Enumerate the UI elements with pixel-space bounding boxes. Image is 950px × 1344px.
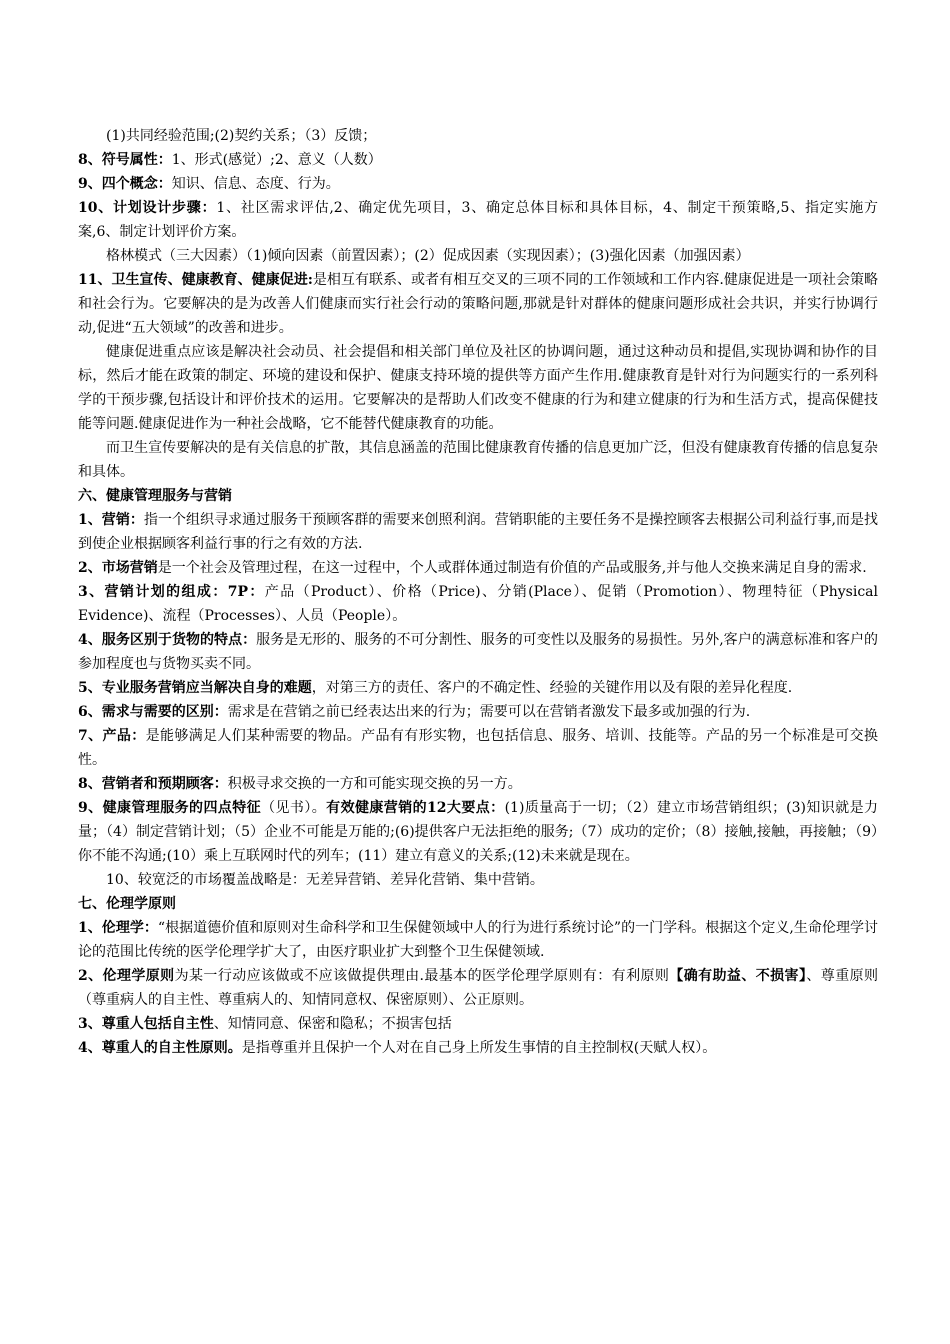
bold-text: 有效健康营销的12大要点： xyxy=(326,800,505,816)
text: 、尊重原则（尊重病人的自主性、尊重病人的、知情同意权、保密原则）、公正原则。 xyxy=(78,968,879,1008)
bold-text: 8、营销者和预期顾客： xyxy=(78,776,228,792)
paragraph xyxy=(78,676,878,700)
bold-text: 7、产品： xyxy=(78,728,146,744)
paragraph xyxy=(78,196,878,244)
text: 而卫生宣传要解决的是有关信息的扩散，其信息涵盖的范围比健康教育传播的信息更加广泛，但没有健康教育传播的信息复杂和具体。 xyxy=(78,440,878,480)
bold-text: 8、符号属性： xyxy=(78,152,172,168)
bold-text: 六、健康管理服务与营销 xyxy=(78,488,232,504)
bold-text: 2、伦理学原则 xyxy=(78,968,175,984)
bold-text: 9、四个概念： xyxy=(78,176,172,192)
text: 是一个社会及管理过程，在这一过程中，个人或群体通过制造有价值的产品或服务,并与他人交换来满足自身的需求. xyxy=(157,560,867,576)
text: 需求是在营销之前已经表达出来的行为；需要可以在营销者激发下最多或加强的行为. xyxy=(227,704,751,720)
paragraph xyxy=(78,724,878,772)
text: (1)质量高于一切；（2）建立市场营销组织；(3)知识就是力量；（4）制定营销计划；（5）企业不可能是万能的;(6)提供客户无法拒绝的服务;（7）成功的定价；（8）接触,接触，再接触；（9）你不能不沟通;(10）乘上互联网时代的列车；(11）建立有意义的关系;(12)未来就是现在。 xyxy=(78,800,879,864)
bold-text: 3、营销计划的组成：7P： xyxy=(78,584,265,600)
text: 、知情同意、保密和隐私；不损害包括 xyxy=(213,1016,452,1032)
paragraph xyxy=(78,340,878,436)
bold-text: 1、伦理学： xyxy=(78,920,158,936)
bold-text: 七、伦理学原则 xyxy=(78,896,176,912)
bold-text: 2、市场营销 xyxy=(78,560,158,576)
text: 指一个组织寻求通过服务干预顾客群的需要来创照利润。营销职能的主要任务不是操控顾客去根据公司利益行事,而是找到使企业根据顾客利益行事的行之有效的方法. xyxy=(78,512,878,552)
paragraph xyxy=(78,700,878,724)
bold-text: 1、营销： xyxy=(78,512,144,528)
paragraph xyxy=(78,1012,878,1036)
text: ，对第三方的责任、客户的不确定性、经验的关键作用以及有限的差异化程度. xyxy=(311,680,793,696)
bold-text: 9、健康管理服务的四点特征 xyxy=(78,800,262,816)
paragraph xyxy=(78,244,878,268)
text: 积极寻求交换的一方和可能实现交换的另一方。 xyxy=(227,776,522,792)
text: 是指尊重并且保护一个人对在自己身上所发生事情的自主控制权(天赋人权）。 xyxy=(241,1040,717,1056)
paragraph xyxy=(78,628,878,676)
text: 1、形式(感觉）;2、意义（人数） xyxy=(171,152,382,168)
paragraph xyxy=(78,868,878,892)
paragraph xyxy=(78,796,878,868)
text: 1、社区需求评估,2、确定优先项目，3、确定总体目标和具体目标，4、制定干预策略,5、指定实施方案,6、制定计划评价方案。 xyxy=(78,200,879,240)
text: 10、较宽泛的市场覆盖战略是：无差异营销、差异化营销、集中营销。 xyxy=(106,872,544,888)
bold-text: 【确有助益、不损害】 xyxy=(669,968,807,984)
paragraph xyxy=(78,124,878,148)
bold-text: 6、需求与需要的区别： xyxy=(78,704,228,720)
paragraph xyxy=(78,508,878,556)
text: 知识、信息、态度、行为。 xyxy=(171,176,340,192)
paragraph xyxy=(78,484,878,508)
text: （见书）。 xyxy=(261,800,327,816)
bold-text: 3、尊重人包括自主性 xyxy=(78,1016,214,1032)
paragraph xyxy=(78,964,878,1012)
paragraph xyxy=(78,916,878,964)
text: 产品（Product）、价格（Price)、分销(Place）、促销（Promotion）、物理特征（Physical Evidence)、流程（Processes）、人员（People）。 xyxy=(78,584,879,624)
paragraph xyxy=(78,772,878,796)
bold-text: 10、计划设计步骤： xyxy=(78,200,217,216)
text: (1)共同经验范围;(2)契约关系；（3）反馈； xyxy=(106,128,377,144)
paragraph xyxy=(78,1036,878,1060)
paragraph xyxy=(78,556,878,580)
paragraph xyxy=(78,268,878,340)
paragraph xyxy=(78,892,878,916)
text: 健康促进重点应该是解决社会动员、社会提倡和相关部门单位及社区的协调问题，通过这种动员和提倡,实现协调和协作的目标，然后才能在政策的制定、环境的建设和保护、健康支持环境的提供等方面产生作用.健康教育是针对行为问题实行的一系列科学的干预步骤,包括设计和评价技术的运用。它要解决的是帮助人们改变不健康的行为和建立健康的行为和生活方式，提高保健技能等问题.健康促进作为一种社会战略，它不能替代健康教育的功能。 xyxy=(78,344,878,432)
bold-text: 5、专业服务营销应当解决自身的难题 xyxy=(78,680,312,696)
bold-text: 4、尊重人的自主性原则。 xyxy=(78,1040,242,1056)
paragraph xyxy=(78,148,878,172)
paragraph xyxy=(78,436,878,484)
bold-text: 11、卫生宣传、健康教育、健康促进: xyxy=(78,272,313,288)
text: 服务是无形的、服务的不可分割性、服务的可变性以及服务的易损性。另外,客户的满意标准和客户的参加程度也与货物买卖不同。 xyxy=(78,632,878,672)
text: 是相互有联系、或者有相互交叉的三项不同的工作领域和工作内容.健康促进是一项社会策略和社会行为。它要解决的是为改善人们健康而实行社会行动的策略问题,那就是针对群体的健康问题形成社会共识，并实行协调行动,促进“五大领域”的改善和进步。 xyxy=(78,272,878,336)
document-body xyxy=(78,124,878,1060)
paragraph xyxy=(78,580,878,628)
text: 为某一行动应该做或不应该做提供理由.最基本的医学伦理学原则有：有利原则 xyxy=(174,968,670,984)
text: 格林模式（三大因素）（1)倾向因素（前置因素）；(2）促成因素（实现因素）；(3)强化因素（加强因素） xyxy=(106,248,750,264)
paragraph xyxy=(78,172,878,196)
text: “根据道德价值和原则对生命科学和卫生保健领域中人的行为进行系统讨论”的一门学科。根据这个定义,生命伦理学讨论的范围比传统的医学伦理学扩大了，由医疗职业扩大到整个卫生保健领域. xyxy=(78,920,878,960)
bold-text: 4、服务区别于货物的特点： xyxy=(78,632,257,648)
text: 是能够满足人们某种需要的物品。产品有有形实物，也包括信息、服务、培训、技能等。产品的另一个标准是可交换性。 xyxy=(78,728,878,768)
